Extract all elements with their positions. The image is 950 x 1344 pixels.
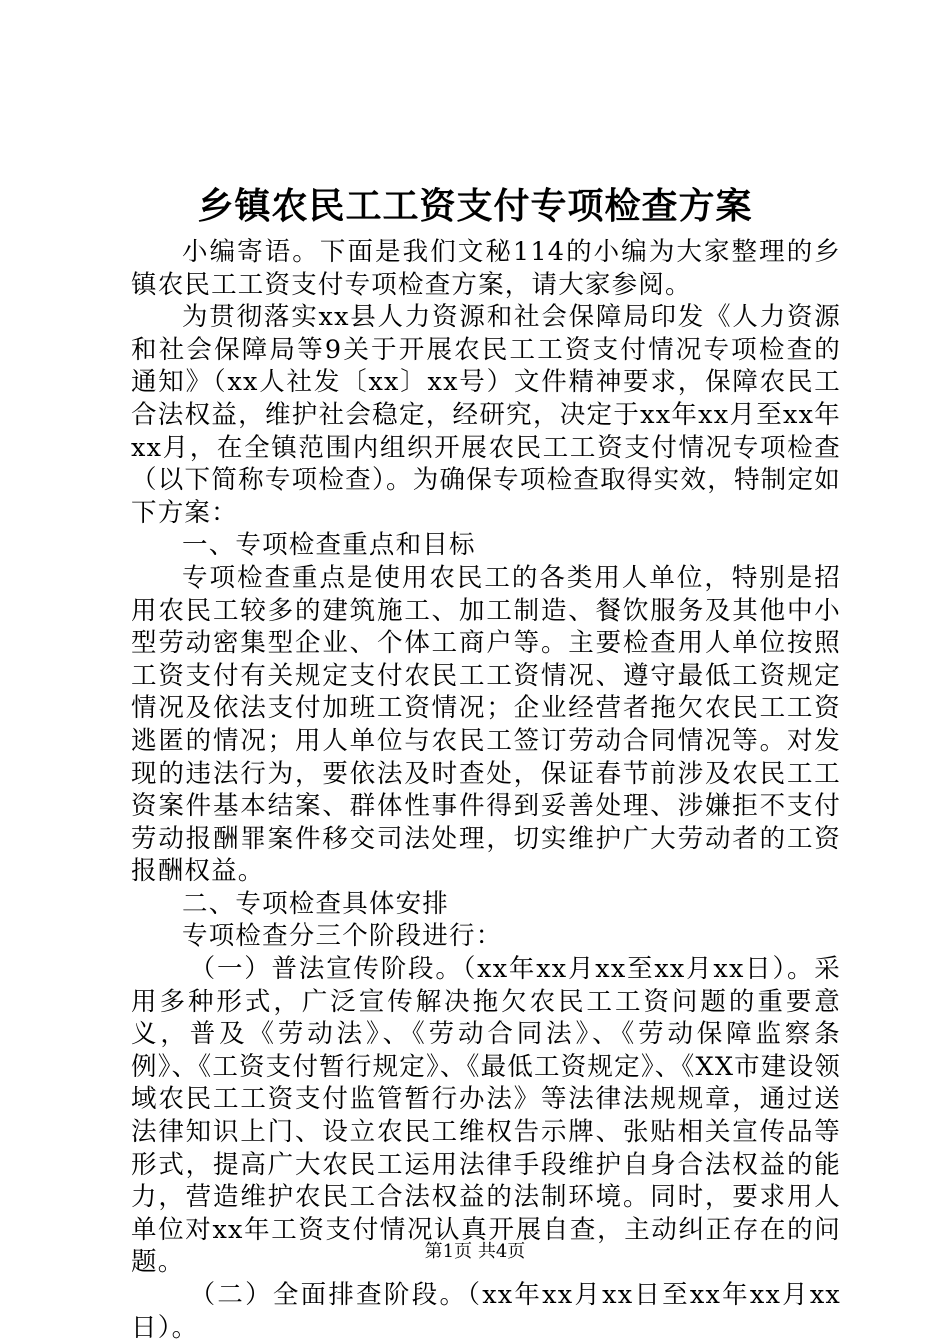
section-heading-1: 一、专项检查重点和目标 (182, 530, 476, 561)
paragraph-background: 为贯彻落实xx县人力资源和社会保障局印发《人力资源和社会保障局等9关于开展农民工工资支付情况专项检查的通知》（xx人社发〔xx〕xx号）文件精神要求，保障农民工合法权益，维护社会稳定，经研究，决定于xx年xx月至xx年xx月，在全镇范围内组织开展农民工工资支付情况专项检查（以下简称专项检查）。为确保专项检查取得实效，特制定如下方案： (131, 302, 841, 528)
document-body (131, 236, 841, 1344)
paragraph-intro: 小编寄语。下面是我们文秘114的小编为大家整理的乡镇农民工工资支付专项检查方案，请大家参阅。 (131, 237, 841, 300)
paragraph-focus: 专项检查重点是使用农民工的各类用人单位，特别是招用农民工较多的建筑施工、加工制造、餐饮服务及其他中小型劳动密集型企业、个体工商户等。主要检查用人单位按照工资支付有关规定支付农民工工资情况、遵守最低工资规定情况及依法支付加班工资情况；企业经营者拖欠农民工工资逃匿的情况；用人单位与农民工签订劳动合同情况等。对发现的违法行为，要依法及时查处，保证春节前涉及农民工工资案件基本结案、群体性事件得到妥善处理、涉嫌拒不支付劳动报酬罪案件移交司法处理，切实维护广大劳动者的工资报酬权益。 (131, 562, 841, 887)
paragraph-stage-2: （二）全面排查阶段。（xx年xx月xx日至xx年xx月xx日）。 (131, 1280, 841, 1343)
paragraph-stage-1: （一）普法宣传阶段。（xx年xx月xx至xx月xx日）。采用多种形式，广泛宣传解决拖欠农民工工资问题的重要意义，普及《劳动法》、《劳动合同法》、《劳动保障监察条例》、《工资支付暂行规定》、《最低工资规定》、《XX市建设领域农民工工资支付监管暂行办法》等法律法规规章，通过送法律知识上门、设立农民工维权告示牌、张贴相关宣传品等形式，提高广大农民工运用法律手段维护自身合法权益的能力，营造维护农民工合法权益的法制环境。同时，要求用人单位对xx年工资支付情况认真开展自查，主动纠正存在的问题。 (131, 954, 841, 1278)
document-title: 乡镇农民工工资支付专项检查方案 (197, 185, 753, 227)
section-heading-2: 二、专项检查具体安排 (182, 888, 450, 919)
page-footer: 第1页 共4页 (424, 1241, 526, 1262)
paragraph-stages: 专项检查分三个阶段进行： (182, 921, 503, 952)
